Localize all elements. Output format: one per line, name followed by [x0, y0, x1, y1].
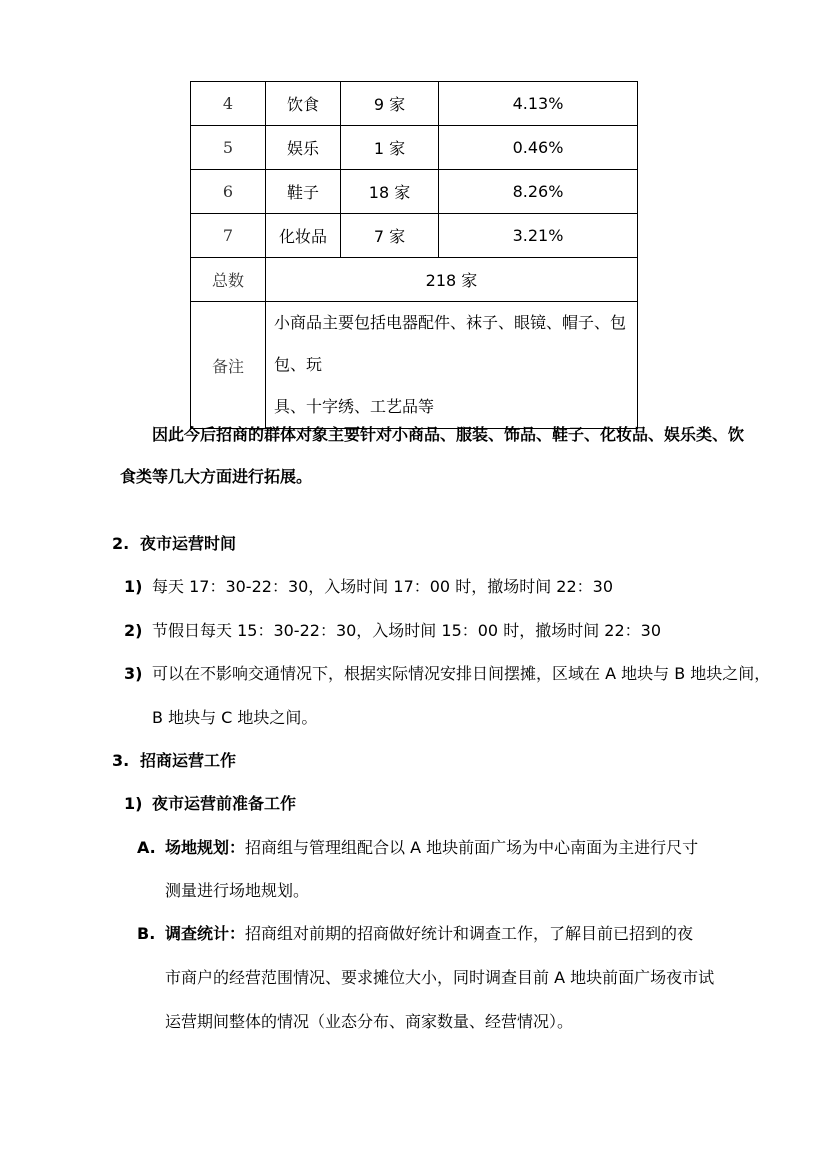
item-number: 3) [124, 664, 143, 683]
table-row [191, 214, 638, 258]
total-value: 218 家 [266, 258, 638, 302]
list-item [124, 661, 770, 684]
row-percent: 0.46% [439, 126, 638, 170]
item-number: 2) [124, 621, 143, 640]
sub-item-letter: A. [137, 838, 156, 857]
row-index: 6 [191, 170, 266, 214]
row-index: 5 [191, 126, 266, 170]
sub-item-text: 招商组对前期的招商做好统计和调查工作，了解目前已招到的夜 [245, 924, 694, 943]
total-label: 总数 [191, 258, 266, 302]
section-number: 3. [112, 751, 130, 770]
item-text: 可以在不影响交通情况下，根据实际情况安排日间摆摊，区域在 A 地块与 B 地块之间， [152, 664, 771, 683]
sub-item-a [137, 835, 698, 858]
item-text: 每天 17：30-22：30，入场时间 17：00 时，撤场时间 22：30 [152, 577, 613, 596]
row-percent: 8.26% [439, 170, 638, 214]
section-title: 夜市运营时间 [140, 534, 237, 553]
note-line: 小商品主要包括电器配件、袜子、眼镜、帽子、包包、玩 [274, 313, 627, 374]
conclusion-line: 食类等几大方面进行拓展。 [120, 467, 313, 486]
sub-item-b [137, 921, 693, 944]
section-2-heading [112, 531, 236, 554]
table-row [191, 170, 638, 214]
sub-item-text: 招商组与管理组配合以 A 地块前面广场为中心南面为主进行尺寸 [245, 838, 699, 857]
list-item [124, 574, 613, 597]
sub-item-continuation: 测量进行场地规划。 [165, 881, 310, 900]
row-category: 饮食 [266, 82, 341, 126]
note-label: 备注 [191, 302, 266, 429]
table-row [191, 126, 638, 170]
conclusion-line: 因此今后招商的群体对象主要针对小商品、服装、饰品、鞋子、化妆品、娱乐类、饮 [152, 425, 745, 444]
row-count: 18 家 [341, 170, 439, 214]
item-text: 节假日每天 15：30-22：30，入场时间 15：00 时，撤场时间 22：30 [152, 621, 661, 640]
merchant-stats-table [190, 81, 638, 429]
row-percent: 4.13% [439, 82, 638, 126]
row-index: 7 [191, 214, 266, 258]
section-3-heading [112, 748, 236, 771]
list-item [124, 618, 661, 641]
note-row [191, 302, 638, 429]
total-row [191, 258, 638, 302]
sub-item-letter: B. [137, 924, 156, 943]
row-category: 化妆品 [266, 214, 341, 258]
row-percent: 3.21% [439, 214, 638, 258]
row-index: 4 [191, 82, 266, 126]
section-number: 2. [112, 534, 130, 553]
row-count: 1 家 [341, 126, 439, 170]
item-continuation: B 地块与 C 地块之间。 [152, 708, 318, 727]
row-category: 娱乐 [266, 126, 341, 170]
item-number: 1) [124, 577, 143, 596]
sub-item-continuation: 市商户的经营范围情况、要求摊位大小，同时调查目前 A 地块前面广场夜市试 [165, 968, 715, 987]
row-category: 鞋子 [266, 170, 341, 214]
sub-item-continuation: 运营期间整体的情况（业态分布、商家数量、经营情况）。 [165, 1012, 574, 1031]
note-line: 具、十字绣、工艺品等 [274, 397, 435, 416]
sub-item-key: 场地规划： [165, 838, 246, 857]
row-count: 9 家 [341, 82, 439, 126]
subsection-title: 夜市运营前准备工作 [152, 794, 297, 813]
item-number: 1) [124, 794, 143, 813]
section-title: 招商运营工作 [140, 751, 237, 770]
sub-item-key: 调查统计： [165, 924, 246, 943]
conclusion-paragraph [120, 414, 760, 498]
table-row [191, 82, 638, 126]
note-text [266, 302, 638, 429]
subsection-heading [124, 791, 296, 814]
row-count: 7 家 [341, 214, 439, 258]
